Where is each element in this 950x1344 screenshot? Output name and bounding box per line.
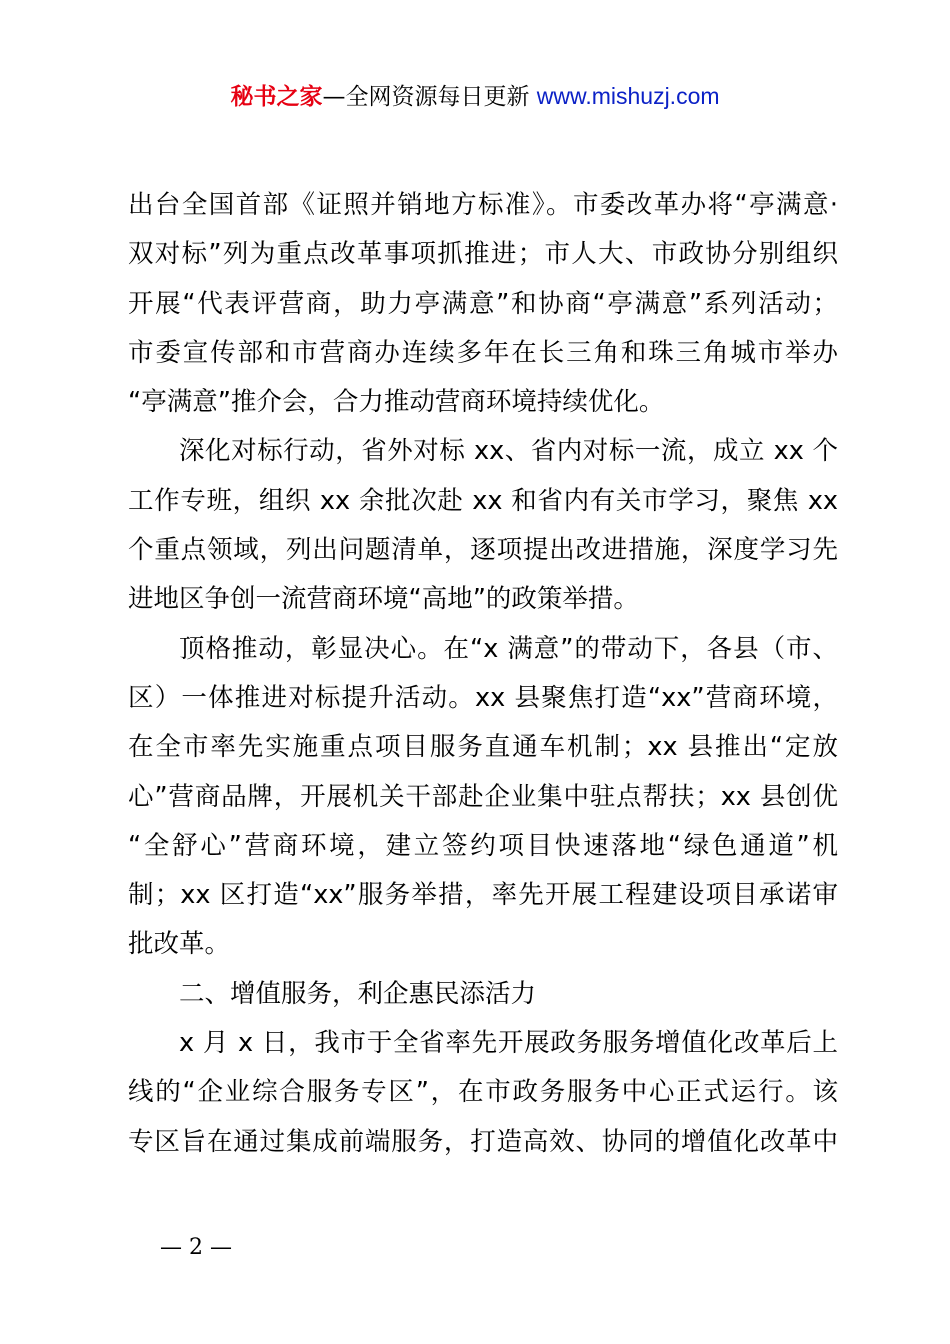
text-line: 批改革。 [128, 929, 231, 960]
text-line: 工作专班，组织 xx 余批次赴 xx 和省内有关市学习，聚焦 xx [128, 485, 838, 516]
document-body [128, 183, 838, 1169]
text-line: “亭满意”推介会，合力推动营商环境持续优化。 [128, 387, 665, 418]
text-line: 心”营商品牌，开展机关干部赴企业集中驻点帮扶；xx 县创优 [128, 781, 838, 812]
site-brand: 秘书之家 [230, 84, 323, 110]
page-number: — 2 — [160, 1235, 232, 1260]
text-line: 开展“代表评营商，助力亭满意”和协商“亭满意”系列活动； [128, 288, 838, 319]
text-line: 顶格推动，彰显决心。在“x 满意”的带动下，各县（市、 [179, 633, 838, 664]
text-line: 在全市率先实施重点项目服务直通车机制；xx 县推出“定放 [128, 732, 838, 763]
text-line: 双对标”列为重点改革事项抓推进；市人大、市政协分别组织 [128, 239, 838, 270]
page-header [0, 80, 950, 113]
text-line: 出台全国首部《证照并销地方标准》。市委改革办将“亭满意· [128, 190, 838, 220]
site-url[interactable]: www.mishuzj.com [536, 83, 720, 109]
text-line: 深化对标行动，省外对标 xx、省内对标一流，成立 xx 个 [179, 436, 838, 467]
section-heading: 二、增值服务，利企惠民添活力 [179, 978, 537, 1009]
text-line: 个重点领域，列出问题清单，逐项提出改进措施，深度学习先 [128, 535, 838, 566]
text-line: 制；xx 区打造“xx”服务举措，率先开展工程建设项目承诺审 [128, 880, 838, 911]
text-line: x 月 x 日，我市于全省率先开展政务服务增值化改革后上 [179, 1028, 838, 1059]
text-line: 进地区争创一流营商环境“高地”的政策举措。 [128, 584, 639, 615]
text-line: 区）一体推进对标提升活动。xx 县聚焦打造“xx”营商环境， [128, 682, 838, 713]
text-line: 市委宣传部和市营商办连续多年在长三角和珠三角城市举办 [128, 337, 838, 368]
text-line: 线的“企业综合服务专区”，在市政务服务中心正式运行。该 [128, 1077, 838, 1108]
site-tagline: —全网资源每日更新 [322, 84, 530, 110]
text-line: 专区旨在通过集成前端服务，打造高效、协同的增值化改革中 [128, 1126, 838, 1157]
text-line: “全舒心”营商环境，建立签约项目快速落地“绿色通道”机 [128, 830, 838, 861]
